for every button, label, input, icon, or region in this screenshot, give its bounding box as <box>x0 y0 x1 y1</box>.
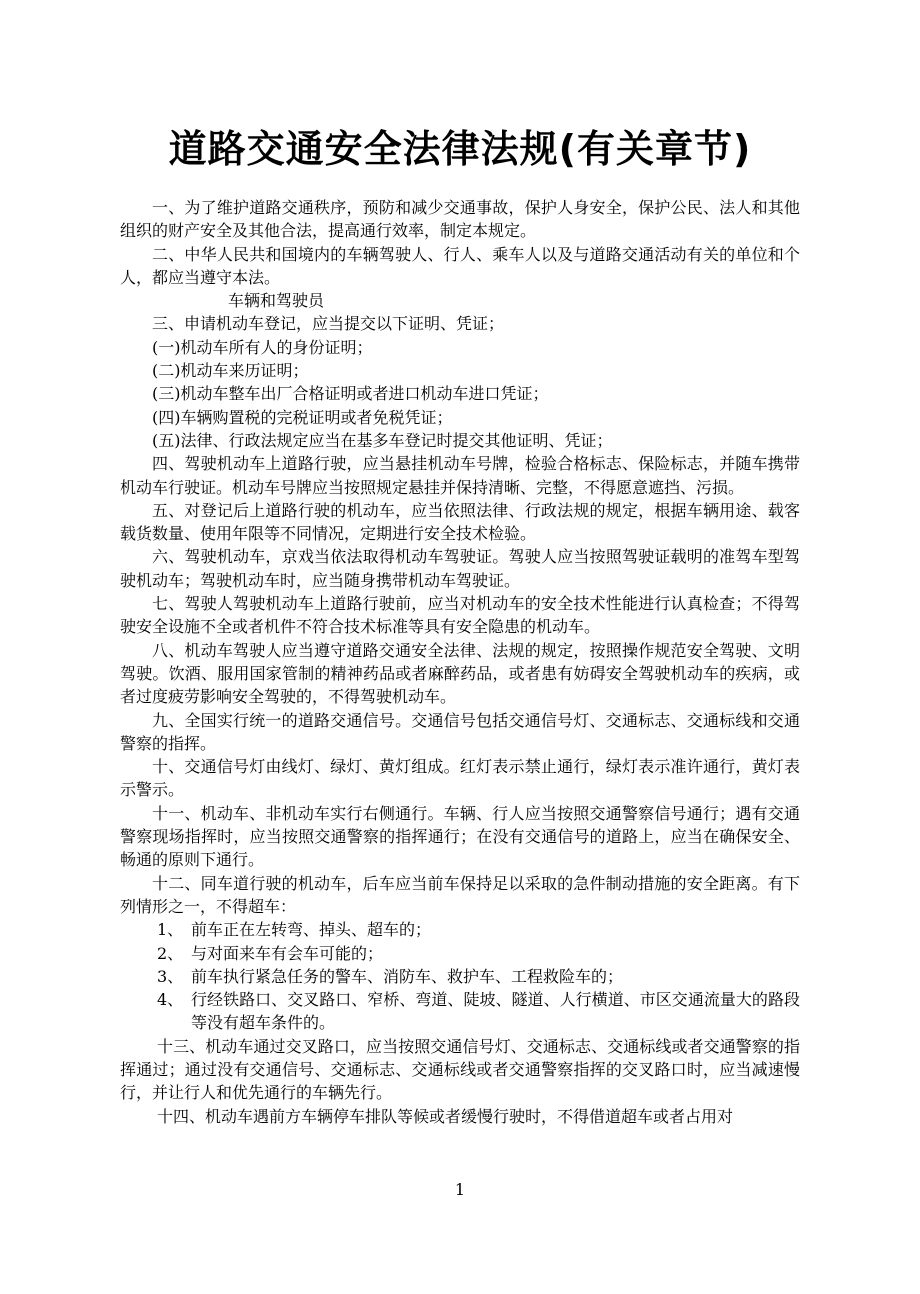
paragraph-3-item-5: (五)法律、行政法规定应当在基多车登记时提交其他证明、凭证； <box>152 430 613 450</box>
list-item-text: 前车正在左转弯、掉头、超车的； <box>191 920 432 940</box>
paragraph-3: 三、申请机动车登记，应当提交以下证明、凭证； <box>152 314 505 334</box>
list-item-text: 行经铁路口、交叉路口、窄桥、弯道、陡坡、隧道、人行横道、市区交通流量大的路段等没有超车条件的。 <box>191 990 800 1033</box>
paragraph-6: 六、驾驶机动车，京戏当依法取得机动车驾驶证。驾驶人应当按照驾驶证载明的准驾车型驾驶机动车；驾驶机动车时，应当随身携带机动车驾驶证。 <box>120 547 800 590</box>
paragraph-8: 八、机动车驾驶人应当遵守道路交通安全法律、法规的规定，按照操作规范安全驾驶、文明驾驶。饮酒、服用国家管制的精神药品或者麻醉药品，或者患有妨碍安全驾驶机动车的疾病，或者过度疲劳影响安全驾驶的，不得驾驶机动车。 <box>120 640 800 707</box>
paragraph-3-item-1: (一)机动车所有人的身份证明； <box>152 337 373 357</box>
list-item-number: 1、 <box>157 920 184 940</box>
paragraph-14: 十四、机动车遇前方车辆停车排队等候或者缓慢行驶时，不得借道超车或者占用对 <box>157 1106 734 1126</box>
list-item-text: 与对面来车有会车可能的； <box>191 943 384 963</box>
paragraph-9: 九、全国实行统一的道路交通信号。交通信号包括交通信号灯、交通标志、交通标线和交通警察的指挥。 <box>120 710 800 753</box>
page-number: 1 <box>454 1180 466 1199</box>
paragraph-11: 十一、机动车、非机动车实行右侧通行。车辆、行人应当按照交通警察信号通行；遇有交通警察现场指挥时，应当按照交通警察的指挥通行；在没有交通信号的道路上，应当在确保安全、畅通的原则下通行。 <box>120 803 800 870</box>
list-item-number: 4、 <box>157 990 184 1010</box>
paragraph-7: 七、驾驶人驾驶机动车上道路行驶前，应当对机动车的安全技术性能进行认真检查；不得驾驶安全设施不全或者机件不符合技术标准等具有安全隐患的机动车。 <box>120 594 800 637</box>
list-item <box>120 965 800 988</box>
paragraph-3-item-4: (四)车辆购置税的完税证明或者免税凭证； <box>152 407 453 427</box>
list-item <box>120 918 800 941</box>
paragraph-1: 一、为了维护道路交通秩序，预防和减少交通事故，保护人身安全，保护公民、法人和其他组织的财产安全及其他合法，提高通行效率，制定本规定。 <box>120 198 800 241</box>
paragraph-12: 十二、同车道行驶的机动车，后车应当前车保持足以采取的急件制动措施的安全距离。有下列情形之一，不得超车： <box>120 873 800 916</box>
paragraph-3-item-2: (二)机动车来历证明； <box>152 361 309 381</box>
paragraph-5: 五、对登记后上道路行驶的机动车，应当依照法律、行政法规的规定，根据车辆用途、载客载货数量、使用年限等不同情况，定期进行安全技术检验。 <box>120 500 800 544</box>
section-heading: 车辆和驾驶员 <box>228 291 325 311</box>
paragraph-2: 二、中华人民共和国境内的车辆驾驶人、行人、乘车人以及与道路交通活动有关的单位和个人，都应当遵守本法。 <box>120 244 800 287</box>
paragraph-10: 十、交通信号灯由线灯、绿灯、黄灯组成。红灯表示禁止通行，绿灯表示准许通行，黄灯表示警示。 <box>120 757 800 800</box>
list-item-number: 3、 <box>157 966 184 986</box>
document-body <box>120 196 800 1128</box>
list-item <box>120 988 800 1035</box>
list-item-number: 2、 <box>157 943 184 963</box>
list-item-text: 前车执行紧急任务的警车、消防车、救护车、工程救险车的； <box>191 966 624 986</box>
paragraph-3-item-3: (三)机动车整车出厂合格证明或者进口机动车进口凭证； <box>152 384 549 404</box>
paragraph-13: 十三、机动车通过交叉路口，应当按照交通信号灯、交通标志、交通标线或者交通警察的指挥通过；通过没有交通信号、交通标志、交通标线或者交通警察指挥的交叉路口时，应当减速慢行，并让行人和优先通行的车辆先行。 <box>120 1036 800 1103</box>
list-item <box>120 942 800 965</box>
paragraph-4: 四、驾驶机动车上道路行驶，应当悬挂机动车号牌，检验合格标志、保险标志，并随车携带机动车行驶证。机动车号牌应当按照规定悬挂并保持清晰、完整，不得愿意遮挡、污损。 <box>120 454 800 497</box>
document-title: 道路交通安全法律法规(有关章节) <box>168 127 752 171</box>
